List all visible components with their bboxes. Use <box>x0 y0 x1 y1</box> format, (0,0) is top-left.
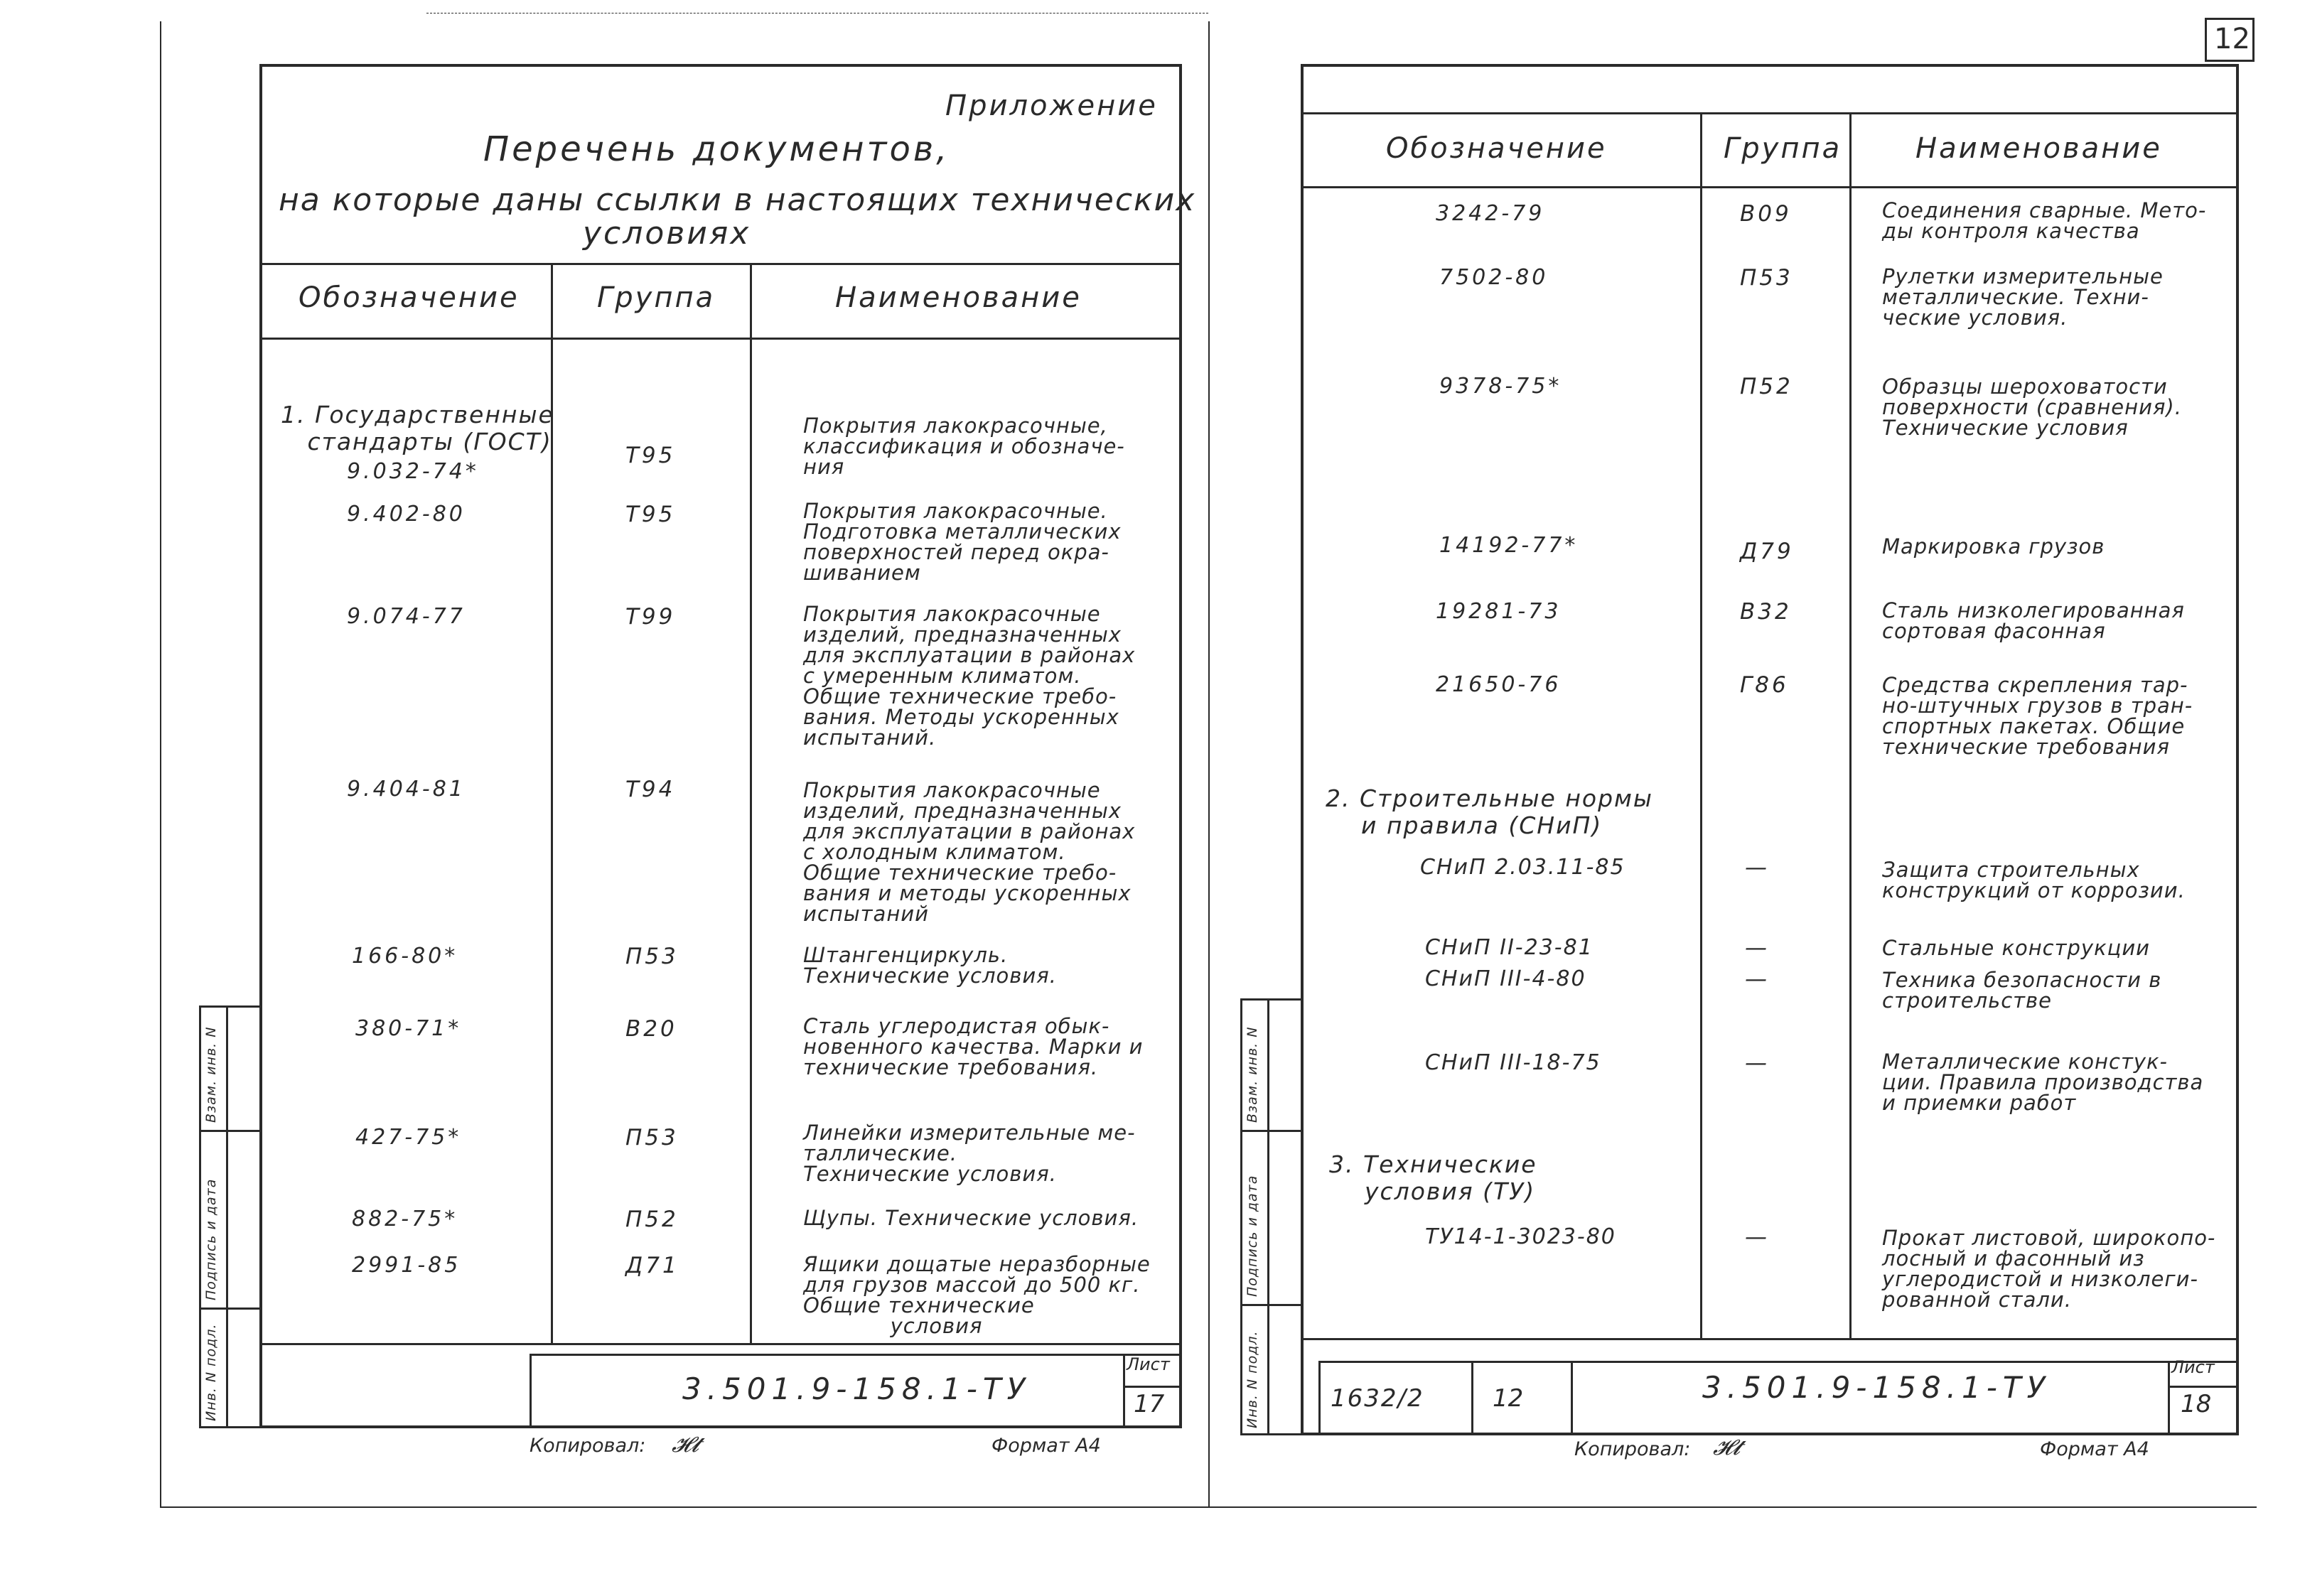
document-title-3: условиях <box>583 215 751 252</box>
designation: ТУ14-1-3023-80 <box>1425 1224 1616 1249</box>
name: Линейки измерительные ме- таллические. Технические условия. <box>803 1121 1136 1186</box>
name: Стальные конструкции <box>1882 936 2151 960</box>
name: Сталь низколегированная сортовая фасонная <box>1882 598 2185 643</box>
designation: 882-75* <box>352 1207 458 1231</box>
designation: 14192-77* <box>1439 533 1579 558</box>
name: Штангенциркуль. Технические условия. <box>803 943 1057 988</box>
group: Т95 <box>625 443 676 468</box>
column-header-name: Наименование <box>835 281 1082 314</box>
designation: 19281-73 <box>1436 599 1562 624</box>
format-label: Формат А4 <box>992 1435 1101 1457</box>
group: — <box>1745 1224 1770 1250</box>
designation: 2991-85 <box>352 1253 461 1278</box>
document-code: 3.501.9-158.1-ТУ <box>1702 1370 2051 1405</box>
name: Образцы шероховатости поверхности (сравнения). Технические условия <box>1882 374 2182 440</box>
document-title-2: на которые даны ссылки в настоящих технических <box>279 182 1196 218</box>
group: В09 <box>1740 201 1792 227</box>
sheet-number: 17 <box>1134 1390 1165 1418</box>
right-side-label-2: Подпись и дата <box>1245 1175 1260 1297</box>
left-side-label-1: Инв. N подл. <box>203 1323 219 1421</box>
group: Т94 <box>625 777 676 802</box>
section-building-codes: 2. Строительные нормы и правила (СНиП) <box>1326 784 1653 839</box>
name: Техника безопасности в строительстве <box>1882 968 2162 1013</box>
stamp-archive-number: 1632/2 <box>1331 1384 1424 1413</box>
designation: СНиП 2.03.11-85 <box>1420 855 1625 880</box>
group: Т95 <box>625 502 676 527</box>
group: — <box>1745 855 1770 880</box>
designation: 3242-79 <box>1436 201 1545 226</box>
designation: 7502-80 <box>1439 265 1549 290</box>
left-side-label-2: Подпись и дата <box>203 1178 219 1300</box>
name: Покрытия лакокрасочные. Подготовка металлических поверхностей перед окра- шиванием <box>803 499 1122 585</box>
group: П53 <box>625 1125 679 1150</box>
group: П52 <box>1740 374 1793 399</box>
name: Ящики дощатые неразборные для грузов массой до 500 кг. Общие технические условия <box>803 1252 1151 1338</box>
page-number-box <box>2205 18 2255 62</box>
document-code: 3.501.9-158.1-ТУ <box>682 1371 1031 1406</box>
group: В32 <box>1740 599 1792 625</box>
designation: СНиП III-4-80 <box>1425 966 1586 991</box>
group: — <box>1745 966 1770 992</box>
designation: СНиП II-23-81 <box>1425 935 1594 960</box>
group: В20 <box>625 1016 677 1042</box>
section-technical-conditions: 3. Технические условия (ТУ) <box>1329 1150 1537 1205</box>
group: Д79 <box>1740 539 1794 564</box>
group: — <box>1745 935 1770 961</box>
right-side-label-3: Взам. инв. N <box>1245 1026 1260 1123</box>
designation: 9.402-80 <box>347 502 466 527</box>
copied-signature-icon: 𝓗𝓽 <box>1713 1435 1741 1460</box>
designation: 166-80* <box>352 944 458 969</box>
sheet-label: Лист <box>2171 1357 2215 1377</box>
sheet-number: 18 <box>2181 1390 2212 1418</box>
name: Маркировка грузов <box>1882 534 2105 559</box>
name: Сталь углеродистая обык- новенного качества. Марки и технические требования. <box>803 1014 1144 1079</box>
appendix-label: Приложение <box>945 90 1158 122</box>
left-side-label-3: Взам. инв. N <box>203 1026 219 1123</box>
copied-signature-icon: 𝓗𝓽 <box>672 1433 699 1457</box>
designation: СНиП III-18-75 <box>1425 1050 1601 1075</box>
name: Защита строительных конструкций от коррозии. <box>1882 858 2186 902</box>
group: Т99 <box>625 604 676 630</box>
designation: 9378-75* <box>1439 374 1562 399</box>
designation: 380-71* <box>355 1016 462 1041</box>
column-header-designation: Обозначение <box>299 281 520 314</box>
name: Покрытия лакокрасочные изделий, предназначенных для эксплуатации в районах с холодным климатом. Общие технические требо- вания и методы ускоренных испытаний <box>803 778 1136 926</box>
copied-by-label: Копировал: <box>1574 1438 1691 1460</box>
group: — <box>1745 1050 1770 1076</box>
name: Средства скрепления тар- но-штучных грузов в тран- спортных пакетах. Общие технические требования <box>1882 673 2193 759</box>
page-number: 12 <box>2214 23 2250 55</box>
sheet-label: Лист <box>1127 1354 1170 1374</box>
name: Прокат листовой, широкопо- лосный и фасонный из углеродистой и низколеги- рованной стали. <box>1882 1226 2216 1312</box>
designation: 21650-76 <box>1436 672 1562 697</box>
name: Рулетки измерительные металлические. Техни- ческие условия. <box>1882 264 2164 330</box>
group: Д71 <box>625 1253 679 1278</box>
column-header-group: Группа <box>597 281 716 314</box>
column-header-designation: Обозначение <box>1386 132 1607 165</box>
format-label: Формат А4 <box>2040 1438 2149 1460</box>
name: Металлические констук- ции. Правила производства и приемки работ <box>1882 1050 2204 1115</box>
column-header-group: Группа <box>1724 132 1842 165</box>
name: Покрытия лакокрасочные изделий, предназначенных для эксплуатации в районах с умеренным климатом. Общие технические требо- вания. Методы ускоренных испытаний. <box>803 602 1136 750</box>
stamp-sheet-ref: 12 <box>1493 1384 1524 1413</box>
name: Соединения сварные. Мето- ды контроля качества <box>1882 198 2207 243</box>
document-title-1: Перечень документов, <box>483 129 950 169</box>
column-header-name: Наименование <box>1915 132 2162 165</box>
group: П53 <box>625 944 679 969</box>
designation: 427-75* <box>355 1125 462 1150</box>
designation: 9.032-74* <box>347 459 479 484</box>
name: Щупы. Технические условия. <box>803 1206 1139 1230</box>
section-state-standards: 1. Государственные стандарты (ГОСТ) <box>281 401 554 455</box>
group: Г86 <box>1740 672 1789 698</box>
copied-by-label: Копировал: <box>530 1435 646 1457</box>
designation: 9.074-77 <box>347 604 466 629</box>
group: П53 <box>1740 265 1793 291</box>
designation: 9.404-81 <box>347 777 466 802</box>
name: Покрытия лакокрасочные, классификация и обозначе- ния <box>803 414 1125 479</box>
right-side-label-1: Инв. N подл. <box>1245 1330 1260 1428</box>
group: П52 <box>625 1207 679 1232</box>
